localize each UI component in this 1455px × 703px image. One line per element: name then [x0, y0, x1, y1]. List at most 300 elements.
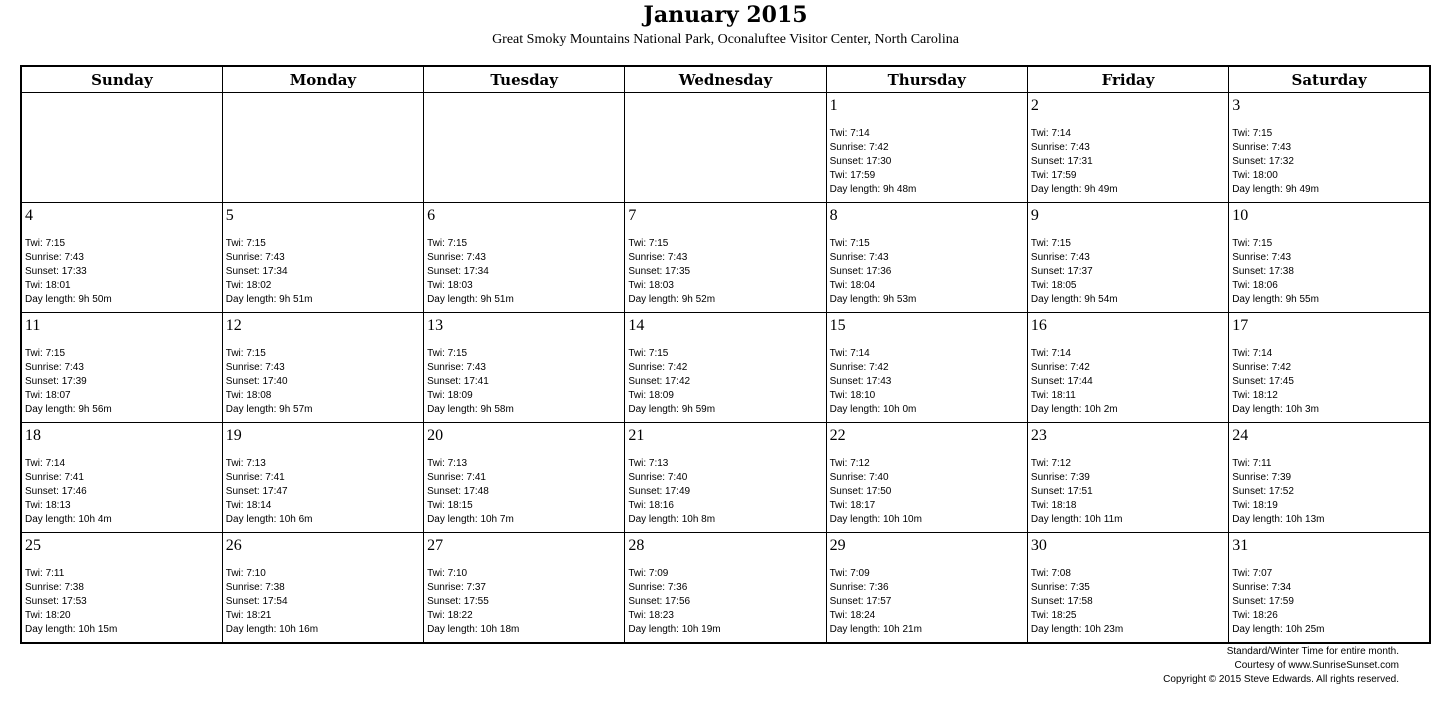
evening-twilight-value: 18:15: [447, 500, 473, 511]
day-length-value: 10h 3m: [1285, 404, 1319, 415]
evening-twilight: [1031, 279, 1228, 293]
evening-twilight-value: 18:13: [45, 500, 71, 511]
evening-twilight-label: Twi:: [1232, 170, 1253, 181]
sunrise-time: [427, 581, 624, 595]
sunrise-time: [628, 361, 825, 375]
evening-twilight: [1031, 389, 1228, 403]
evening-twilight-value: 18:01: [45, 280, 71, 291]
week-row: [21, 313, 1430, 423]
sunrise-time-label: Sunrise:: [1030, 362, 1071, 373]
sunset-time-value: 17:41: [463, 376, 489, 387]
day-number: 15: [829, 317, 846, 334]
sunset-time-label: Sunset:: [829, 596, 867, 607]
day-length-value: 9h 54m: [1084, 294, 1118, 305]
day-number: 31: [1232, 537, 1249, 554]
sunrise-time: [427, 361, 624, 375]
evening-twilight: [830, 279, 1027, 293]
day-length-value: 10h 11m: [1084, 514, 1123, 525]
morning-twilight-label: Twi:: [25, 348, 46, 359]
day-cell: [21, 533, 222, 644]
day-cell: [222, 423, 423, 533]
evening-twilight-value: 18:09: [648, 390, 674, 401]
week-row: [21, 93, 1430, 203]
sunrise-time-value: 7:36: [667, 582, 688, 593]
day-length: [1031, 183, 1228, 197]
sun-times: [25, 567, 222, 637]
day-cell: [1229, 533, 1430, 644]
evening-twilight-value: 18:19: [1252, 500, 1278, 511]
sunrise-time: [1031, 581, 1228, 595]
day-cell: [222, 203, 423, 313]
sunset-time: [1031, 485, 1228, 499]
sunrise-time-label: Sunrise:: [25, 472, 65, 483]
day-length: [427, 513, 624, 527]
day-number: 20: [427, 427, 444, 444]
day-length: [226, 623, 423, 637]
sunset-time-value: 17:42: [665, 376, 691, 387]
day-cell: [625, 313, 826, 423]
sunrise-time: [830, 581, 1027, 595]
sun-times: [1232, 237, 1429, 307]
sunrise-time: [628, 581, 825, 595]
day-number: 30: [1030, 537, 1047, 554]
morning-twilight-value: 7:14: [1051, 128, 1071, 139]
sunset-time-label: Sunset:: [628, 266, 666, 277]
evening-twilight-label: Twi:: [628, 280, 649, 291]
morning-twilight: [628, 457, 825, 471]
sun-times: [25, 457, 222, 527]
day-length-label: Day length:: [628, 404, 682, 415]
evening-twilight: [1031, 609, 1228, 623]
sunset-time-label: Sunset:: [1030, 486, 1068, 497]
morning-twilight: [830, 237, 1027, 251]
day-cell: [625, 533, 826, 644]
sunset-time: [226, 265, 423, 279]
sunset-time-label: Sunset:: [829, 486, 867, 497]
day-number: 26: [225, 537, 242, 554]
morning-twilight: [1031, 457, 1228, 471]
morning-twilight-label: Twi:: [427, 568, 448, 579]
day-cell: [21, 423, 222, 533]
sunset-time: [427, 265, 624, 279]
day-length-label: Day length:: [427, 404, 481, 415]
sunrise-time-value: 7:40: [869, 472, 889, 483]
evening-twilight-label: Twi:: [829, 500, 851, 511]
sunset-time-value: 17:54: [262, 596, 288, 607]
weekday-sunday: Sunday: [21, 66, 222, 93]
morning-twilight: [1232, 567, 1429, 581]
sunrise-time: [226, 251, 423, 265]
morning-twilight-value: 7:14: [45, 458, 66, 469]
sun-times: [427, 347, 624, 417]
morning-twilight: [830, 127, 1027, 141]
sunset-time-value: 17:35: [665, 266, 691, 277]
morning-twilight: [1031, 567, 1228, 581]
day-cell: [1027, 313, 1228, 423]
day-number: 6: [427, 207, 436, 224]
evening-twilight-label: Twi:: [1232, 390, 1253, 401]
evening-twilight: [628, 499, 825, 513]
morning-twilight-label: Twi:: [225, 568, 247, 579]
day-length: [1232, 183, 1429, 197]
evening-twilight: [427, 499, 624, 513]
day-number: 14: [628, 317, 645, 334]
day-length: [1031, 513, 1228, 527]
day-length-value: 9h 50m: [78, 294, 112, 305]
day-cell: [1027, 93, 1228, 203]
day-length-value: 9h 57m: [279, 404, 313, 415]
sunset-time-value: 17:53: [61, 596, 87, 607]
sun-times: [628, 567, 825, 637]
day-number: 8: [829, 207, 838, 224]
day-number: 19: [225, 427, 242, 444]
evening-twilight-value: 17:59: [850, 170, 876, 181]
day-length-label: Day length:: [1030, 514, 1085, 525]
sunset-time-value: 17:34: [262, 266, 288, 277]
sunset-time-value: 17:44: [1067, 376, 1093, 387]
day-length-value: 9h 59m: [681, 404, 716, 415]
day-length: [1232, 403, 1429, 417]
evening-twilight-value: 18:14: [246, 500, 272, 511]
sunset-time-label: Sunset:: [25, 266, 62, 277]
day-cell: [1229, 313, 1430, 423]
sunrise-time-label: Sunrise:: [1232, 582, 1272, 593]
evening-twilight: [1232, 389, 1429, 403]
sunset-time-value: 17:52: [1268, 486, 1294, 497]
evening-twilight: [1232, 609, 1429, 623]
sunset-time-value: 17:51: [1067, 486, 1093, 497]
day-number: 12: [225, 317, 242, 334]
morning-twilight: [1232, 237, 1429, 251]
sunset-time: [1232, 485, 1429, 499]
sunset-time-value: 17:39: [61, 376, 87, 387]
sunrise-time-value: 7:43: [1070, 142, 1090, 153]
day-number: 13: [427, 317, 444, 334]
day-number: 4: [25, 207, 33, 224]
sun-times: [1232, 127, 1429, 197]
evening-twilight: [628, 609, 825, 623]
sunrise-time-value: 7:43: [667, 252, 688, 263]
day-length: [226, 513, 423, 527]
sunrise-time-value: 7:43: [466, 252, 486, 263]
day-number: 7: [628, 207, 637, 224]
courtesy-note: Courtesy of www.SunriseSunset.com: [1234, 660, 1399, 671]
sunrise-time: [830, 141, 1027, 155]
day-cell: [1229, 423, 1430, 533]
sunset-time-value: 17:34: [463, 266, 489, 277]
sunset-time: [1232, 595, 1429, 609]
day-length: [830, 403, 1027, 417]
evening-twilight: [1232, 169, 1429, 183]
morning-twilight-value: 7:12: [850, 458, 870, 469]
sunrise-time-value: 7:43: [869, 252, 889, 263]
day-length: [226, 293, 423, 307]
evening-twilight: [1232, 279, 1429, 293]
morning-twilight: [830, 457, 1027, 471]
sunrise-time: [1232, 361, 1429, 375]
sunrise-time: [25, 471, 222, 485]
day-length: [25, 623, 222, 637]
sunset-time-value: 17:48: [463, 486, 489, 497]
day-length-value: 10h 19m: [681, 624, 721, 635]
day-cell: [1027, 203, 1228, 313]
morning-twilight: [628, 567, 825, 581]
morning-twilight-label: Twi:: [427, 458, 448, 469]
sun-times: [830, 457, 1027, 527]
sunset-time-value: 17:33: [61, 266, 87, 277]
sunset-time-label: Sunset:: [829, 266, 867, 277]
morning-twilight-value: 7:13: [648, 458, 669, 469]
day-length-label: Day length:: [25, 624, 79, 635]
sunrise-time: [25, 581, 222, 595]
evening-twilight-label: Twi:: [427, 280, 448, 291]
day-length-label: Day length:: [1030, 624, 1085, 635]
day-length: [628, 623, 825, 637]
morning-twilight-label: Twi:: [225, 458, 247, 469]
day-cell: [424, 423, 625, 533]
sunset-time-label: Sunset:: [225, 596, 263, 607]
day-length: [1232, 293, 1429, 307]
morning-twilight-value: 7:15: [648, 348, 669, 359]
sunset-time-label: Sunset:: [225, 266, 263, 277]
day-length: [226, 403, 423, 417]
morning-twilight-value: 7:15: [246, 348, 266, 359]
evening-twilight-value: 18:05: [1051, 280, 1077, 291]
sunset-time-label: Sunset:: [1030, 596, 1068, 607]
sunrise-time: [1031, 471, 1228, 485]
weekday-saturday: Saturday: [1229, 66, 1430, 93]
day-length-value: 10h 15m: [78, 624, 118, 635]
evening-twilight-value: 18:23: [648, 610, 674, 621]
page-title: January 2015: [643, 2, 808, 28]
sunrise-time-value: 7:42: [1271, 362, 1292, 373]
day-length-label: Day length:: [628, 294, 682, 305]
empty-day-cell: [424, 93, 625, 203]
sunrise-time-value: 7:37: [466, 582, 486, 593]
day-length: [427, 623, 624, 637]
evening-twilight-value: 18:26: [1252, 610, 1278, 621]
day-length-label: Day length:: [225, 404, 280, 415]
evening-twilight: [830, 169, 1027, 183]
sunrise-time-label: Sunrise:: [628, 582, 668, 593]
sun-times: [1232, 567, 1429, 637]
evening-twilight-label: Twi:: [225, 280, 247, 291]
morning-twilight-value: 7:11: [45, 568, 65, 579]
day-length-label: Day length:: [829, 294, 883, 305]
day-length-label: Day length:: [829, 404, 883, 415]
sunset-time: [427, 485, 624, 499]
day-length-value: 9h 56m: [78, 404, 112, 415]
day-number: 2: [1030, 97, 1039, 114]
evening-twilight: [830, 389, 1027, 403]
sunset-time-value: 17:47: [262, 486, 288, 497]
weekday-wednesday: Wednesday: [625, 66, 826, 93]
day-length-label: Day length:: [1030, 404, 1085, 415]
sunset-time-label: Sunset:: [225, 376, 263, 387]
sun-times: [1031, 567, 1228, 637]
day-length-value: 10h 8m: [681, 514, 716, 525]
morning-twilight-label: Twi:: [1030, 458, 1052, 469]
sunset-time: [628, 265, 825, 279]
evening-twilight-label: Twi:: [1030, 170, 1052, 181]
week-row: [21, 423, 1430, 533]
day-length-label: Day length:: [225, 624, 280, 635]
sunrise-time-value: 7:43: [64, 252, 84, 263]
sunrise-time: [628, 251, 825, 265]
sunset-time-label: Sunset:: [1232, 376, 1269, 387]
morning-twilight-label: Twi:: [1030, 128, 1052, 139]
sunrise-time-label: Sunrise:: [25, 362, 65, 373]
sunset-time-value: 17:37: [1067, 266, 1093, 277]
morning-twilight-label: Twi:: [628, 238, 649, 249]
weekday-friday: Friday: [1027, 66, 1228, 93]
day-cell: [1229, 93, 1430, 203]
day-length-value: 9h 48m: [883, 184, 917, 195]
sunrise-time: [830, 471, 1027, 485]
sunrise-time: [226, 581, 423, 595]
sunrise-time: [1031, 361, 1228, 375]
morning-twilight-label: Twi:: [628, 568, 649, 579]
sunrise-time: [25, 361, 222, 375]
morning-twilight: [427, 567, 624, 581]
evening-twilight: [628, 279, 825, 293]
day-length-value: 9h 53m: [883, 294, 917, 305]
sunrise-time: [1031, 251, 1228, 265]
morning-twilight-label: Twi:: [829, 458, 851, 469]
sun-times: [226, 347, 423, 417]
sun-times: [1031, 457, 1228, 527]
sunrise-time-value: 7:42: [667, 362, 688, 373]
week-row: [21, 533, 1430, 644]
day-length-value: 10h 16m: [279, 624, 319, 635]
evening-twilight-label: Twi:: [1232, 280, 1253, 291]
evening-twilight-label: Twi:: [25, 500, 46, 511]
evening-twilight: [427, 389, 624, 403]
morning-twilight: [427, 457, 624, 471]
day-cell: [826, 203, 1027, 313]
time-note: Standard/Winter Time for entire month.: [1226, 646, 1399, 657]
evening-twilight-value: 18:00: [1252, 170, 1278, 181]
sunset-time: [830, 155, 1027, 169]
day-length: [628, 513, 825, 527]
sunset-time-label: Sunset:: [25, 376, 62, 387]
morning-twilight-value: 7:15: [45, 238, 66, 249]
sunrise-time-value: 7:43: [1271, 252, 1292, 263]
evening-twilight: [226, 389, 423, 403]
sunset-time-value: 17:57: [866, 596, 892, 607]
evening-twilight: [25, 609, 222, 623]
evening-twilight-label: Twi:: [225, 500, 247, 511]
evening-twilight-label: Twi:: [25, 280, 46, 291]
sun-times: [25, 347, 222, 417]
sunset-time: [25, 265, 222, 279]
day-cell: [625, 423, 826, 533]
sunset-time-value: 17:59: [1268, 596, 1294, 607]
sunrise-time-label: Sunrise:: [829, 252, 870, 263]
sunset-time: [1031, 265, 1228, 279]
sunrise-time-value: 7:39: [1070, 472, 1090, 483]
weekday-header-row: [21, 66, 1430, 93]
sunset-time-label: Sunset:: [427, 266, 464, 277]
day-length: [628, 293, 825, 307]
morning-twilight-value: 7:13: [246, 458, 266, 469]
sunrise-time: [25, 251, 222, 265]
sunset-time: [1232, 265, 1429, 279]
morning-twilight: [25, 347, 222, 361]
day-length-label: Day length:: [25, 294, 79, 305]
day-length-value: 10h 13m: [1285, 514, 1325, 525]
evening-twilight-value: 18:22: [447, 610, 473, 621]
day-cell: [1027, 423, 1228, 533]
evening-twilight-label: Twi:: [829, 390, 851, 401]
sunrise-time-label: Sunrise:: [1232, 252, 1272, 263]
sunrise-time-value: 7:41: [64, 472, 84, 483]
morning-twilight: [226, 347, 423, 361]
week-row: [21, 203, 1430, 313]
day-length-value: 10h 10m: [883, 514, 922, 525]
evening-twilight-value: 18:21: [246, 610, 272, 621]
sun-times: [628, 347, 825, 417]
day-length-label: Day length:: [829, 514, 883, 525]
morning-twilight-value: 7:15: [45, 348, 66, 359]
sunset-time-value: 17:38: [1268, 266, 1294, 277]
sunrise-time-label: Sunrise:: [427, 362, 467, 373]
evening-twilight-label: Twi:: [628, 500, 649, 511]
sunset-time: [628, 595, 825, 609]
sun-times: [427, 567, 624, 637]
sunrise-time-label: Sunrise:: [1030, 142, 1071, 153]
day-length-value: 9h 51m: [279, 294, 313, 305]
sunset-time-value: 17:50: [866, 486, 892, 497]
sunset-time-label: Sunset:: [1232, 156, 1269, 167]
sunset-time: [226, 485, 423, 499]
morning-twilight: [1232, 347, 1429, 361]
evening-twilight: [830, 609, 1027, 623]
day-length: [1232, 623, 1429, 637]
sunrise-time: [830, 361, 1027, 375]
morning-twilight-value: 7:10: [246, 568, 266, 579]
sunrise-time-label: Sunrise:: [829, 142, 870, 153]
sunset-time-label: Sunset:: [628, 486, 666, 497]
sunrise-time-label: Sunrise:: [628, 252, 668, 263]
sunset-time: [830, 265, 1027, 279]
sunset-time-label: Sunset:: [628, 376, 666, 387]
evening-twilight-label: Twi:: [225, 610, 247, 621]
sun-times: [1031, 347, 1228, 417]
sunset-time-value: 17:56: [665, 596, 691, 607]
sunrise-time-value: 7:42: [1070, 362, 1090, 373]
sunset-time-label: Sunset:: [1030, 156, 1068, 167]
sunrise-time: [1232, 251, 1429, 265]
evening-twilight-value: 18:25: [1051, 610, 1077, 621]
day-length-value: 9h 51m: [480, 294, 514, 305]
evening-twilight-value: 18:17: [850, 500, 876, 511]
evening-twilight-label: Twi:: [1030, 280, 1052, 291]
sunrise-time-value: 7:38: [265, 582, 285, 593]
evening-twilight: [1031, 169, 1228, 183]
day-length: [25, 403, 222, 417]
sunrise-time-value: 7:43: [64, 362, 84, 373]
evening-twilight-label: Twi:: [1030, 610, 1052, 621]
sunrise-time-label: Sunrise:: [1232, 472, 1272, 483]
day-number: 11: [25, 317, 41, 334]
day-length-value: 10h 25m: [1285, 624, 1325, 635]
sun-times: [226, 237, 423, 307]
morning-twilight-value: 7:15: [850, 238, 870, 249]
evening-twilight: [628, 389, 825, 403]
sunset-time: [25, 375, 222, 389]
morning-twilight-label: Twi:: [1232, 348, 1253, 359]
